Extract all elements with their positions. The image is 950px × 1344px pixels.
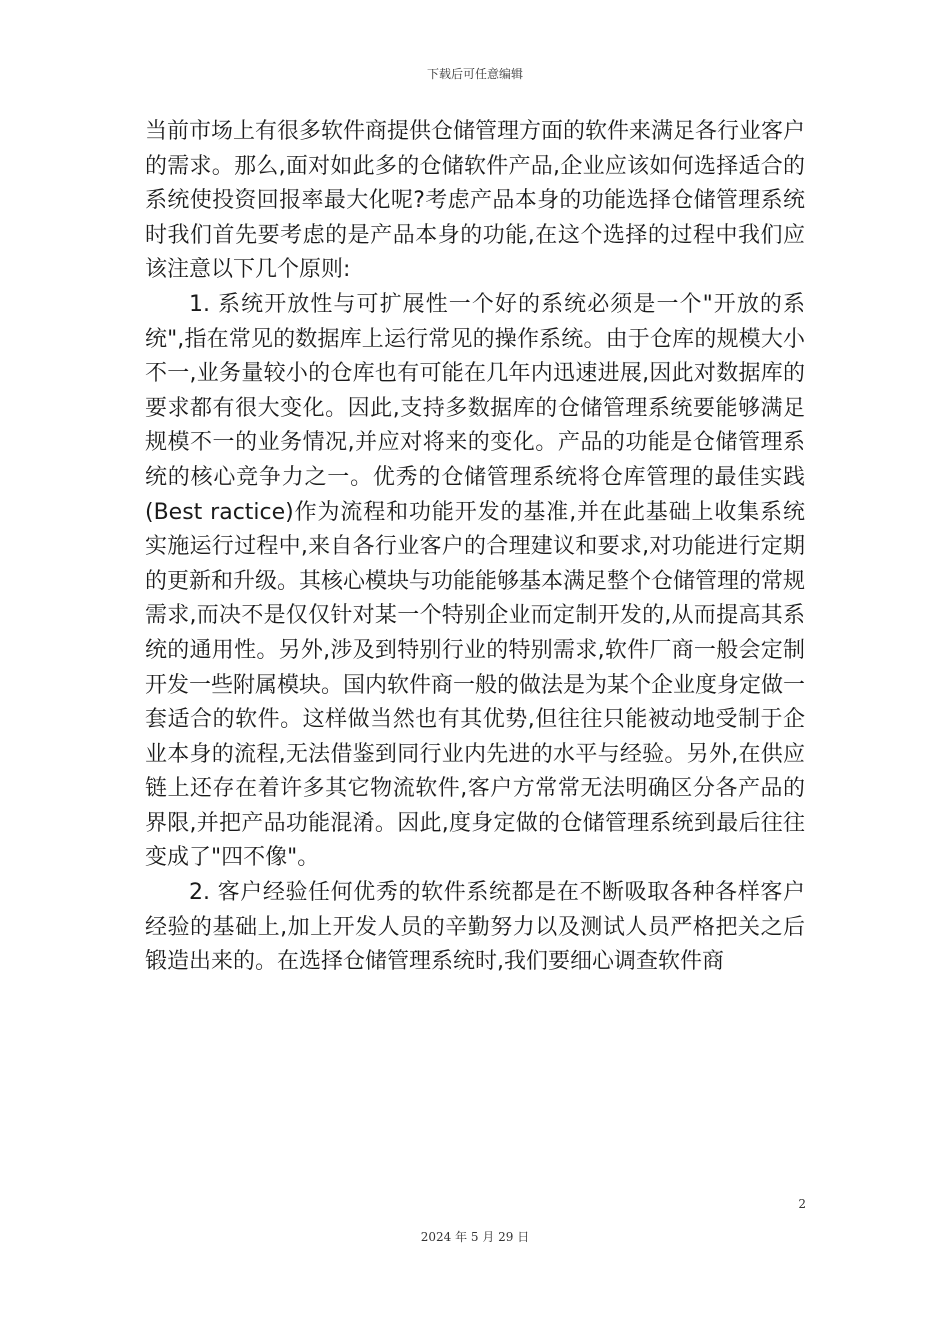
page-header: 下载后可任意编辑: [426, 67, 523, 81]
page-footer-date: 2024 年 5 月 29 日: [420, 1230, 530, 1244]
page-number: 2: [798, 1197, 806, 1211]
paragraph-intro: 当前市场上有很多软件商提供仓储管理方面的软件来满足各行业客户的需求。那么,面对如此多的仓储软件产品,企业应该如何选择适合的系统使投资回报率最大化呢?考虑产品本身的功能选择仓储管理系统时我们首先要考虑的是产品本身的功能,在这个选择的过程中我们应该注意以下几个原则:: [145, 119, 806, 283]
paragraph-customer-experience: 2. 客户经验任何优秀的软件系统都是在不断吸取各种各样客户经验的基础上,加上开发人员的辛勤努力以及测试人员严格把关之后锻造出来的。在选择仓储管理系统时,我们要细心调查软件商: [145, 880, 805, 975]
document-body: [145, 115, 805, 980]
paragraph-openness: 1. 系统开放性与可扩展性一个好的系统必须是一个"开放的系统",指在常见的数据库上运行常见的操作系统。由于仓库的规模大小不一,业务量较小的仓库也有可能在几年内迅速进展,因此对数据库的要求都有很大变化。因此,支持多数据库的仓储管理系统要能够满足规模不一的业务情况,并应对将来的变化。产品的功能是仓储管理系统的核心竞争力之一。优秀的仓储管理系统将仓库管理的最佳实践(Best ractice)作为流程和功能开发的基准,并在此基础上收集系统实施运行过程中,来自各行业客户的合理建议和要求,对功能进行定期的更新和升级。其核心模块与功能能够基本满足整个仓储管理的常规需求,而决不是仅仅针对某一个特别企业而定制开发的,从而提高其系统的通用性。另外,涉及到特别行业的特别需求,软件厂商一般会定制开发一些附属模块。国内软件商一般的做法是为某个企业度身定做一套适合的软件。这样做当然也有其优势,但往往只能被动地受制于企业本身的流程,无法借鉴到同行业内先进的水平与经验。另外,在供应链上还存在着许多其它物流软件,客户方常常无法明确区分各产品的界限,并把产品功能混淆。因此,度身定做的仓储管理系统到最后往往变成了"四不像"。: [145, 291, 806, 871]
